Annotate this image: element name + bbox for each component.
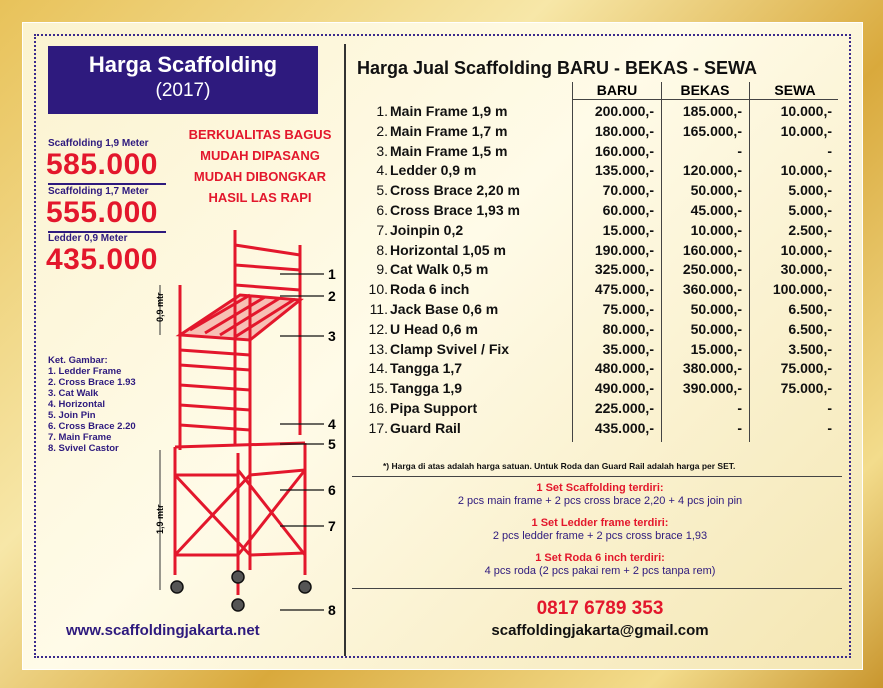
cell-no: 13. — [368, 340, 388, 357]
note-separator — [352, 476, 842, 477]
cell-name: Main Frame 1,9 m — [390, 103, 508, 119]
poster-title: Harga Scaffolding — [88, 52, 278, 77]
cell-bekas: 50.000,- — [690, 182, 742, 199]
title-box — [48, 46, 318, 114]
price3-value: 435.000 — [46, 243, 158, 276]
cell-baru: 480.000,- — [594, 360, 654, 377]
cell-bekas: 360.000,- — [682, 281, 742, 298]
dimension-label-bottom: 1,9 mtr — [155, 504, 165, 534]
cell-no: 9. — [376, 261, 388, 278]
cell-sewa: 6.500,- — [788, 320, 832, 337]
table-row — [360, 202, 840, 222]
cell-sewa: - — [827, 419, 832, 436]
cell-no: 5. — [376, 182, 388, 199]
table-row — [360, 400, 840, 420]
cell-no: 14. — [368, 360, 388, 377]
cell-baru: 70.000,- — [602, 182, 654, 199]
cell-no: 17. — [368, 419, 388, 436]
table-row — [360, 261, 840, 281]
cell-name: Tangga 1,7 — [390, 360, 463, 377]
table-row — [360, 182, 840, 202]
cell-bekas: 120.000,- — [682, 162, 742, 179]
cell-baru: 225.000,- — [594, 400, 654, 416]
price1-label: Scaffolding 1,9 Meter — [48, 138, 149, 149]
price-table-title: Harga Jual Scaffolding BARU - BEKAS - SEWA — [357, 58, 758, 78]
cell-sewa: 100.000,- — [772, 281, 832, 298]
table-row — [360, 380, 840, 400]
cell-name: Tangga 1,9 — [390, 380, 463, 397]
cell-sewa: 6.500,- — [788, 301, 832, 317]
set1-body: 2 pcs main frame + 2 pcs cross brace 2,20 + 4 pcs join pin — [457, 495, 743, 507]
cell-sewa: 3.500,- — [788, 340, 832, 357]
cell-no: 16. — [368, 400, 388, 416]
dimension-label-top: 0,9 mtr — [155, 292, 165, 322]
cell-baru: 160.000,- — [594, 142, 654, 159]
cell-name: Cat Walk 0,5 m — [390, 261, 489, 278]
feature-item: MUDAH DIBONGKAR — [193, 169, 327, 184]
cell-no: 10. — [368, 281, 388, 298]
cell-sewa: 75.000,- — [780, 380, 832, 397]
cell-no: 4. — [376, 162, 388, 179]
cell-sewa: - — [827, 142, 832, 159]
cell-sewa: 10.000,- — [780, 122, 832, 139]
cell-sewa: 75.000,- — [780, 360, 832, 377]
table-row — [360, 301, 840, 321]
cell-bekas: 10.000,- — [690, 221, 742, 238]
set1-title: 1 Set Scaffolding terdiri: — [536, 482, 664, 494]
cell-name: Main Frame 1,7 m — [390, 122, 508, 139]
cell-sewa: 10.000,- — [780, 241, 832, 258]
cell-bekas: - — [737, 142, 742, 159]
set3-title: 1 Set Roda 6 inch terdiri: — [535, 552, 665, 564]
legend-item: 2. Cross Brace 1.93 — [48, 377, 136, 388]
email-address[interactable]: scaffoldingjakarta@gmail.com — [491, 622, 709, 639]
cell-bekas: 185.000,- — [682, 103, 742, 119]
cell-name: Guard Rail — [390, 419, 461, 436]
callout-5: 5 — [328, 436, 336, 452]
cell-baru: 190.000,- — [594, 241, 654, 258]
cell-baru: 135.000,- — [594, 162, 654, 179]
cell-sewa: 5.000,- — [788, 202, 832, 218]
cell-name: Jack Base 0,6 m — [390, 301, 499, 317]
cell-baru: 80.000,- — [602, 320, 654, 337]
cell-name: Cross Brace 2,20 m — [390, 182, 520, 199]
callout-8: 8 — [328, 602, 336, 618]
poster-year: (2017) — [155, 80, 211, 101]
price3-label: Ledder 0,9 Meter — [48, 233, 128, 244]
table-row — [360, 222, 840, 242]
feature-item: BERKUALITAS BAGUS — [188, 127, 332, 142]
cell-no: 6. — [376, 202, 388, 218]
cell-no: 3. — [376, 142, 388, 159]
cell-no: 11. — [369, 301, 388, 317]
cell-name: Roda 6 inch — [390, 281, 470, 298]
table-row — [360, 321, 840, 341]
cell-bekas: 165.000,- — [682, 122, 742, 139]
cell-baru: 180.000,- — [594, 122, 654, 139]
cell-name: Pipa Support — [390, 400, 478, 416]
set2-title: 1 Set Ledder frame terdiri: — [531, 517, 669, 529]
set2-body: 2 pcs ledder frame + 2 pcs cross brace 1,93 — [492, 530, 708, 542]
table-row — [360, 242, 840, 262]
cell-name: Clamp Svivel / Fix — [390, 340, 510, 357]
callout-6: 6 — [328, 482, 336, 498]
callout-1: 1 — [328, 266, 336, 282]
cell-name: Cross Brace 1,93 m — [390, 202, 520, 218]
cell-no: 15. — [368, 380, 388, 397]
price1-underline — [48, 183, 166, 185]
legend — [48, 355, 136, 454]
callout-2: 2 — [328, 288, 336, 304]
cell-sewa: 10.000,- — [780, 103, 832, 119]
table-row — [360, 162, 840, 182]
cell-bekas: 45.000,- — [690, 202, 742, 218]
legend-item: 4. Horizontal — [48, 399, 106, 410]
cell-bekas: 380.000,- — [682, 360, 742, 377]
cell-no: 7. — [376, 221, 388, 238]
col-header-baru: BARU — [596, 82, 638, 98]
cell-no: 8. — [376, 241, 388, 258]
legend-title: Ket. Gambar: — [48, 355, 108, 366]
cell-sewa: 2.500,- — [788, 221, 832, 238]
cell-name: Horizontal 1,05 m — [390, 241, 506, 258]
cell-baru: 75.000,- — [602, 301, 654, 317]
legend-item: 3. Cat Walk — [48, 388, 99, 399]
cell-name: U Head 0,6 m — [390, 320, 478, 337]
cell-no: 1. — [376, 103, 388, 119]
cell-bekas: - — [737, 400, 742, 416]
cell-bekas: 50.000,- — [690, 320, 742, 337]
phone-number[interactable]: 0817 6789 353 — [536, 598, 664, 619]
cell-sewa: 30.000,- — [780, 261, 832, 278]
feature-item: MUDAH DIPASANG — [200, 148, 320, 163]
table-row — [360, 103, 840, 123]
cell-sewa: 10.000,- — [780, 162, 832, 179]
cell-name: Ledder 0,9 m — [390, 162, 477, 179]
cell-baru: 435.000,- — [594, 419, 654, 436]
callout-4: 4 — [328, 416, 336, 432]
legend-item: 5. Join Pin — [48, 410, 96, 421]
cell-sewa: 5.000,- — [788, 182, 832, 199]
legend-item: 7. Main Frame — [48, 432, 112, 443]
legend-item: 1. Ledder Frame — [48, 366, 122, 377]
cell-bekas: - — [737, 419, 742, 436]
set3-body: 4 pcs roda (2 pcs pakai rem + 2 pcs tanpa rem) — [484, 565, 716, 577]
callout-7: 7 — [328, 518, 336, 534]
website-link[interactable]: www.scaffoldingjakarta.net — [66, 622, 260, 639]
table-row — [360, 341, 840, 361]
legend-item: 8. Svivel Castor — [48, 443, 119, 454]
table-row — [360, 281, 840, 301]
table-row — [360, 420, 840, 440]
cell-baru: 60.000,- — [602, 202, 654, 218]
cell-name: Main Frame 1,5 m — [390, 142, 508, 159]
feature-item: HASIL LAS RAPI — [208, 190, 312, 205]
price1-value: 585.000 — [46, 148, 158, 181]
cell-bekas: 390.000,- — [682, 380, 742, 397]
cell-baru: 325.000,- — [594, 261, 654, 278]
legend-item: 6. Cross Brace 2.20 — [48, 421, 136, 432]
cell-bekas: 250.000,- — [682, 261, 742, 278]
table-row — [360, 360, 840, 380]
callout-3: 3 — [328, 328, 336, 344]
feature-list — [170, 124, 350, 208]
price-note: *) Harga di atas adalah harga satuan. Untuk Roda dan Guard Rail adalah harga per SET. — [383, 461, 736, 471]
col-header-bekas: BEKAS — [680, 82, 730, 98]
table-header-line — [572, 99, 838, 100]
cell-baru: 200.000,- — [594, 103, 654, 119]
cell-sewa: - — [827, 400, 832, 416]
callout-arrows — [280, 260, 330, 620]
table-row — [360, 143, 840, 163]
cell-bekas: 160.000,- — [682, 241, 742, 258]
col-header-sewa: SEWA — [774, 82, 816, 98]
cell-name: Joinpin 0,2 — [390, 221, 464, 238]
table-row — [360, 123, 840, 143]
contact-separator — [352, 588, 842, 589]
cell-baru: 490.000,- — [594, 380, 654, 397]
cell-bekas: 50.000,- — [690, 301, 742, 317]
price2-value: 555.000 — [46, 196, 158, 229]
price2-label: Scaffolding 1,7 Meter — [48, 186, 149, 197]
cell-baru: 35.000,- — [602, 340, 654, 357]
cell-baru: 475.000,- — [594, 281, 654, 298]
cell-baru: 15.000,- — [602, 221, 654, 238]
cell-bekas: 15.000,- — [690, 340, 742, 357]
cell-no: 12. — [368, 320, 388, 337]
cell-no: 2. — [376, 122, 388, 139]
